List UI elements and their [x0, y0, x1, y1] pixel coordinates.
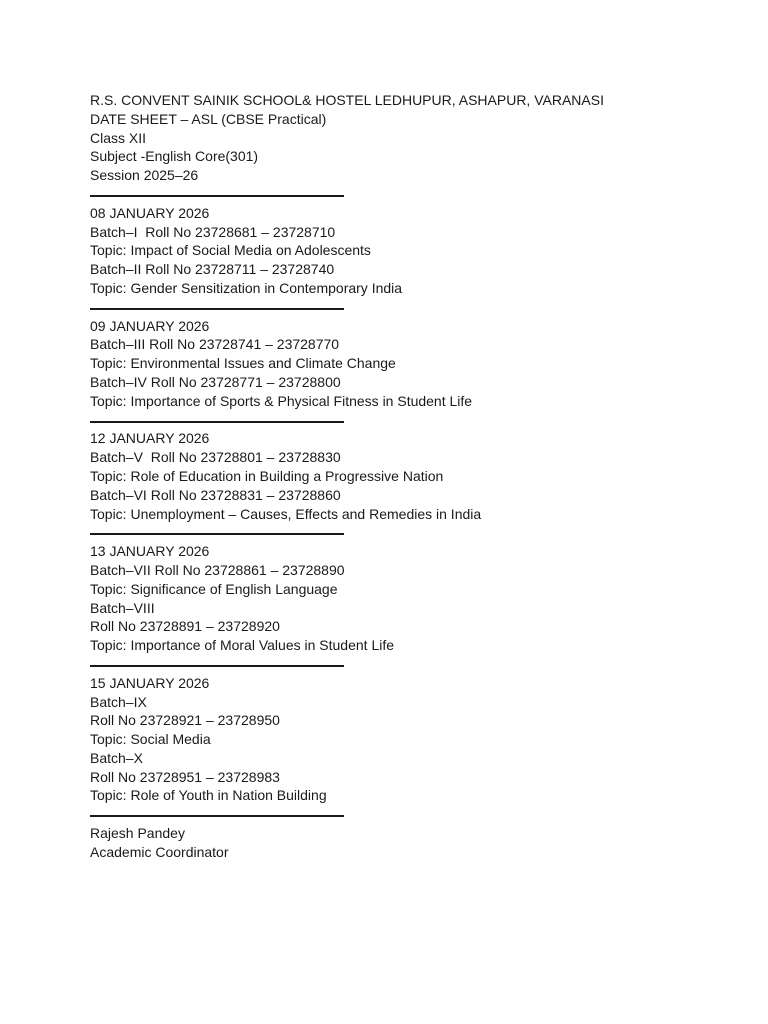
exam-date: 12 JANUARY 2026	[90, 430, 210, 447]
batch-topic: Topic: Unemployment – Causes, Effects and Remedies in India	[90, 505, 482, 522]
session-label: Session 2025–26	[90, 167, 199, 184]
batch-label: Batch–VIII	[90, 599, 155, 616]
exam-date: 15 JANUARY 2026	[90, 674, 210, 691]
batch-topic: Topic: Social Media	[90, 731, 211, 748]
date-sheet-document	[90, 91, 730, 862]
batch-roll-range: Batch–IV Roll No 23728771 – 23728800	[90, 373, 341, 390]
class-label: Class XII	[90, 129, 147, 146]
batch-roll-range: Batch–V Roll No 23728801 – 23728830	[90, 449, 341, 466]
divider	[90, 298, 730, 317]
batch-topic: Topic: Significance of English Language	[90, 580, 338, 597]
batch-topic: Topic: Impact of Social Media on Adolescents	[90, 242, 371, 259]
exam-date: 08 JANUARY 2026	[90, 204, 210, 221]
exam-date: 09 JANUARY 2026	[90, 317, 210, 334]
school-name: R.S. CONVENT SAINIK SCHOOL& HOSTEL LEDHUPUR, ASHAPUR, VARANASI	[90, 92, 604, 108]
divider	[90, 523, 730, 542]
schedule-day	[90, 429, 730, 523]
schedule-day	[90, 542, 730, 655]
divider	[90, 185, 730, 204]
batch-roll-range: Batch–III Roll No 23728741 – 23728770	[90, 336, 340, 353]
batch-topic: Topic: Gender Sensitization in Contemporary India	[90, 279, 403, 296]
divider	[90, 805, 730, 824]
document-title: DATE SHEET – ASL (CBSE Practical)	[90, 110, 327, 127]
roll-range: Roll No 23728951 – 23728983	[90, 768, 280, 785]
batch-topic: Topic: Importance of Moral Values in Student Life	[90, 637, 395, 654]
batch-roll-range: Batch–II Roll No 23728711 – 23728740	[90, 261, 335, 278]
roll-range: Roll No 23728921 – 23728950	[90, 712, 280, 729]
batch-topic: Topic: Role of Youth in Nation Building	[90, 787, 327, 804]
schedule-day	[90, 204, 730, 298]
batch-roll-range: Batch–VII Roll No 23728861 – 23728890	[90, 561, 345, 578]
batch-roll-range: Batch–VI Roll No 23728831 – 23728860	[90, 486, 341, 503]
roll-range: Roll No 23728891 – 23728920	[90, 618, 280, 635]
divider	[90, 411, 730, 430]
batch-label: Batch–X	[90, 749, 143, 766]
batch-topic: Topic: Environmental Issues and Climate Change	[90, 355, 396, 372]
schedule-day	[90, 317, 730, 411]
divider	[90, 655, 730, 674]
subject-label: Subject -English Core(301)	[90, 148, 259, 165]
batch-topic: Topic: Role of Education in Building a Progressive Nation	[90, 467, 444, 484]
batch-label: Batch–IX	[90, 693, 147, 710]
exam-date: 13 JANUARY 2026	[90, 543, 210, 560]
batch-roll-range: Batch–I Roll No 23728681 – 23728710	[90, 223, 336, 240]
signatory-name: Rajesh Pandey	[90, 825, 185, 842]
schedule-day	[90, 674, 730, 806]
signatory-role: Academic Coordinator	[90, 843, 229, 860]
batch-topic: Topic: Importance of Sports & Physical Fitness in Student Life	[90, 392, 473, 409]
